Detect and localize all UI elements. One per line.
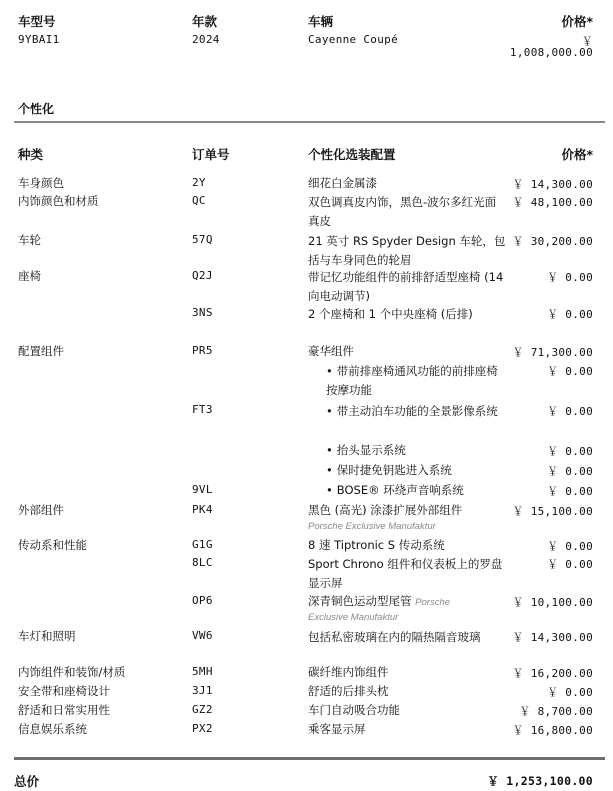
col-order-header: 订单号 [192,147,230,162]
row-desc-text: 深青铜色运动型尾管 [308,594,412,608]
row-price: ￥ 0.00 [547,540,593,553]
row-price: ￥ 0.00 [547,686,593,699]
total-divider [14,757,605,760]
sub-item-text: • 保时捷免钥匙进入系统 [326,463,452,477]
row-price: ￥ 15,100.00 [512,505,593,518]
row-code: 2Y [192,176,206,189]
vehicle-name: Cayenne Coupé [308,33,398,46]
row-category: 舒适和日常实用性 [18,703,110,717]
sub-item-text: • 带主动泊车功能的全景影像系统 [326,404,498,418]
row-price: ￥ 0.00 [547,485,593,498]
model-code: 9YBAI1 [18,33,60,46]
base-price-symbol: ￥ [581,35,593,48]
row-price: ￥ 14,300.00 [512,178,593,191]
row-category: 车轮 [18,233,41,247]
row-desc: 乘客显示屏 [308,722,366,736]
row-price: ￥ 16,800.00 [512,724,593,737]
row-code: PX2 [192,722,213,735]
package-sub-item [326,462,452,478]
row-code: G1G [192,538,213,551]
row-code: 3NS [192,306,213,319]
row-desc: 豪华组件 [308,344,354,358]
row-category: 传动系和性能 [18,538,87,552]
row-desc: 舒适的后排头枕 [308,684,389,698]
total-label: 总价 [14,774,40,789]
row-price: ￥ 0.00 [547,308,593,321]
row-desc: 带记忆功能组件的前排舒适型座椅 (14 向电动调节) [308,270,504,303]
row-price: ￥ 0.00 [547,405,593,418]
row-code: QC [192,194,206,207]
row-code: 57Q [192,233,213,246]
package-sub-item [326,482,464,498]
row-category: 车身颜色 [18,176,64,190]
row-price: ￥ 30,200.00 [512,235,593,248]
row-category: 内饰组件和装饰/材质 [18,665,126,679]
col-option-header: 个性化选装配置 [308,147,396,162]
row-category: 信息娱乐系统 [18,722,87,736]
row-category: 外部组件 [18,503,64,517]
row-desc [308,593,450,609]
row-code: 3J1 [192,684,213,697]
row-price: ￥ 10,100.00 [512,596,593,609]
header-year-label: 年款 [192,14,218,29]
row-desc: 黑色 (高光) 涂漆扩展外部组件 [308,503,463,517]
row-price: ￥ 16,200.00 [512,667,593,680]
row-category: 安全带和座椅设计 [18,684,110,698]
row-code: VW6 [192,629,213,642]
package-sub-item [326,362,506,400]
row-price: ￥ 0.00 [547,445,593,458]
row-category: 座椅 [18,269,41,283]
row-price: ￥ 0.00 [547,558,593,571]
row-code: PK4 [192,503,213,516]
header-model-label: 车型号 [18,14,56,29]
col-category-header: 种类 [18,147,44,162]
row-price: ￥ 0.00 [547,271,593,284]
exclusive-note: Porsche [415,597,451,608]
row-code: GZ2 [192,703,213,716]
base-price: 1,008,000.00 [509,46,593,59]
row-desc: 细花白金属漆 [308,176,377,190]
row-code: 5MH [192,665,213,678]
model-year: 2024 [192,33,220,46]
row-price: ￥ 14,300.00 [512,631,593,644]
row-code: 9VL [192,483,213,496]
row-code: Q2J [192,269,213,282]
row-category: 车灯和照明 [18,629,76,643]
row-category: 配置组件 [18,344,64,358]
row-desc: 包括私密玻璃在内的隔热隔音玻璃 [308,630,481,644]
row-code: OP6 [192,594,213,607]
row-desc: Sport Chrono 组件和仪表板上的罗盘显示屏 [308,557,503,590]
section-divider [14,121,605,123]
row-desc: 碳纤维内饰组件 [308,665,389,679]
header-price-label: 价格* [561,14,593,29]
row-code: PR5 [192,344,213,357]
package-sub-item [326,442,406,458]
sub-item-text: • 抬头显示系统 [326,443,406,457]
exclusive-note: Porsche Exclusive Manufaktur [308,521,436,532]
row-desc: 车门自动吸合功能 [308,703,400,717]
row-code: 8LC [192,556,213,569]
row-price: ￥ 0.00 [547,465,593,478]
row-desc: 8 速 Tiptronic S 传动系统 [308,538,445,552]
row-category: 内饰颜色和材质 [18,194,99,208]
row-code: FT3 [192,403,213,416]
row-price: ￥ 8,700.00 [519,705,593,718]
row-price: ￥ 48,100.00 [512,196,593,209]
row-desc: 21 英寸 RS Spyder Design 车轮，包括与车身同色的轮眉 [308,234,506,267]
header-vehicle-label: 车辆 [308,14,334,29]
row-desc: 2 个座椅和 1 个中央座椅 (后排) [308,307,473,321]
row-desc: 双色调真皮内饰，黑色-波尔多红光面真皮 [308,195,497,228]
row-price: ￥ 0.00 [547,365,593,378]
sub-item-text: • BOSE® 环绕声音响系统 [326,483,464,497]
sub-item-text: • 带前排座椅通风功能的前排座椅按摩功能 [326,364,498,397]
total-price: ￥ 1,253,100.00 [487,774,593,788]
exclusive-note: Exclusive Manufaktur [308,612,399,623]
section-title: 个性化 [18,102,55,116]
col-price-header: 价格* [561,147,593,162]
row-price: ￥ 71,300.00 [512,346,593,359]
package-sub-item [326,402,506,421]
